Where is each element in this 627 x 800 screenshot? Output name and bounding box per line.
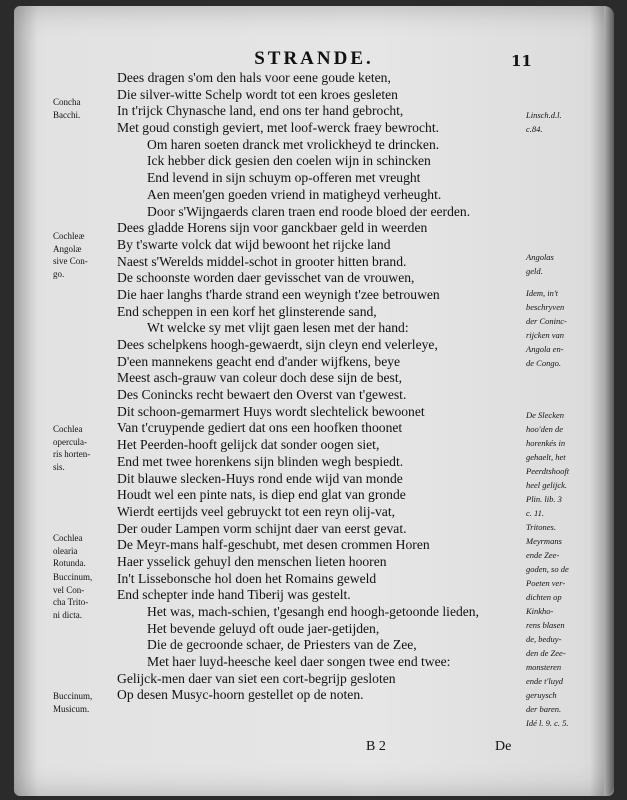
book-page xyxy=(14,6,614,796)
left-note-cochlea-opercularis: Cochlea opercula- ris horten- sis. xyxy=(53,424,91,472)
catchword: De xyxy=(495,739,512,754)
verse-line: Dees gladde Horens sijn voor ganckbaer geld in weerden xyxy=(117,220,428,236)
verse-block xyxy=(117,70,517,704)
verse-line: De Meyr-mans half-geschubt, met desen crommen Horen xyxy=(117,537,430,553)
left-note-buccinum-musicum: Buccinum, Musicum. xyxy=(53,691,93,714)
verse-line: Naest s'Werelds middel-schot in grooter hitten brand. xyxy=(117,253,407,269)
verse-line: Door s'Wijngaerds claren traen end roode bloed der eerden. xyxy=(147,203,471,219)
verse-line: Meest asch-grauw van coleur doch dese sijn de best, xyxy=(117,370,402,386)
verse-line: Om haren soeten dranck met vrolickheyd te drincken. xyxy=(147,136,440,152)
right-note-slecken: De Slecken hoo'den de horenkés in gehaelt, het Peerdtshooft heel gelijck. Plin. lib. 3 c. 11. Tritones. Meyrmans ende Zee- goden, so de Poeten ver- dichten op Kinkho- rens blasen de, beduy- den de Zee- monsteren ende t'luyd geruysch der baren. Idé l. 9. c. 5. xyxy=(526,410,570,728)
verse-line: End scheppen in een korf het glinsterende sand, xyxy=(117,303,377,319)
verse-line: Het Peerden-hooft gelijck dat sonder oogen siet, xyxy=(117,437,380,453)
verse-line: Dit schoon-gemarmert Huys wordt slechtelick bewoonet xyxy=(117,403,425,419)
verse-line: By t'swarte volck dat wijd bewoont het rijcke land xyxy=(117,236,391,252)
verse-line: Het was, mach-schien, t'gesangh end hoogh-getoonde lieden, xyxy=(147,604,479,619)
verse-line: Die haer langhs t'harde strand een weynigh t'zee betrouwen xyxy=(117,286,440,302)
verse-line: Die silver-witte Schelp wordt tot een kroes gesleten xyxy=(117,86,398,102)
right-note-idem: Idem, in't beschryven der Coninc- rijcken van Angola en- de Congo. xyxy=(526,288,567,368)
verse-line: Wierdt eertijds veel gebruyckt tot een reyn olij-vat, xyxy=(117,503,396,519)
verse-line: Met goud constigh geviert, met loof-werck fraey bewrocht. xyxy=(117,120,439,136)
verse-line: In t'rijck Chynasche land, end ons ter hand gebrocht, xyxy=(117,103,404,119)
verse-line: End schepter inde hand Tiberij was gestelt. xyxy=(117,587,351,603)
verse-line: In't Lissebonsche hol doen het Romains geweld xyxy=(117,570,377,586)
verse-line: Houdt wel een pinte nats, is diep end glat van gronde xyxy=(117,487,406,503)
verse-line: Der ouder Lampen vorm schijnt daer van eerst gevat. xyxy=(117,520,407,536)
verse-line: Op desen Musyc-hoorn gestellet op de noten. xyxy=(117,687,364,703)
verse-line: Dees schelpkens hoogh-gewaerdt, sijn cleyn end velerleye, xyxy=(117,337,438,352)
running-title: STRANDE. xyxy=(254,48,374,69)
verse-line: Dees dragen s'om den hals voor eene goude keten, xyxy=(117,70,391,85)
verse-line: Ick hebber dick gesien den coelen wijn in schincken xyxy=(147,153,431,169)
page-edge-shadow xyxy=(604,6,614,796)
verse-line: De schoonste worden daer gevisschet van de vrouwen, xyxy=(117,270,415,286)
verse-line: Aen meen'gen goeden vriend in matigheyd verheught. xyxy=(147,186,442,202)
left-note-concha-bacchi: Concha Bacchi. xyxy=(53,97,81,120)
right-note-angolas-geld: Angolas geld. xyxy=(526,252,554,276)
verse-line: D'een mannekens geacht end d'ander wijfkens, beye xyxy=(117,353,401,369)
right-note-linschoten: Linsch.d.l. c.84. xyxy=(526,110,562,134)
left-note-cochlea-olearia: Cochlea olearia Rotunda. xyxy=(53,533,86,568)
verse-line: Des Conincks recht bewaert den Overst van t'gewest. xyxy=(117,387,407,403)
signature-mark: B 2 xyxy=(366,739,386,754)
verse-line: Het bevende geluyd oft oude jaer-getijden, xyxy=(147,620,380,636)
verse-line: Met haer luyd-heesche keel daer songen twee end twee: xyxy=(147,654,451,670)
verse-line: Haer ysselick gehuyl den menschen lieten hooren xyxy=(117,553,387,569)
verse-line: Dit blauwe slecken-Huys rond ende wijd van monde xyxy=(117,470,403,486)
verse-line: Die de gecroonde schaer, de Priesters van de Zee, xyxy=(147,637,417,653)
left-note-cochleae-angolae: Cochleæ Angolæ sive Con- go. xyxy=(53,231,88,279)
verse-line: Van t'cruypende gediert dat ons een hoofken thoonet xyxy=(117,420,403,436)
verse-line: End levend in sijn schuym op-offeren met vreught xyxy=(147,170,421,186)
verse-line: Wt welcke sy met vlijt gaen lesen met der hand: xyxy=(147,320,409,336)
verse-line: Gelijck-men daer van siet een cort-begrijp gesloten xyxy=(117,670,396,686)
page-number: 11 xyxy=(511,52,532,70)
verse-line: End met twee horenkens sijn blinden wegh bespiedt. xyxy=(117,453,404,469)
left-note-buccinum-tritoni: Buccinum, vel Con- cha Trito- ni dicta. xyxy=(53,572,93,620)
